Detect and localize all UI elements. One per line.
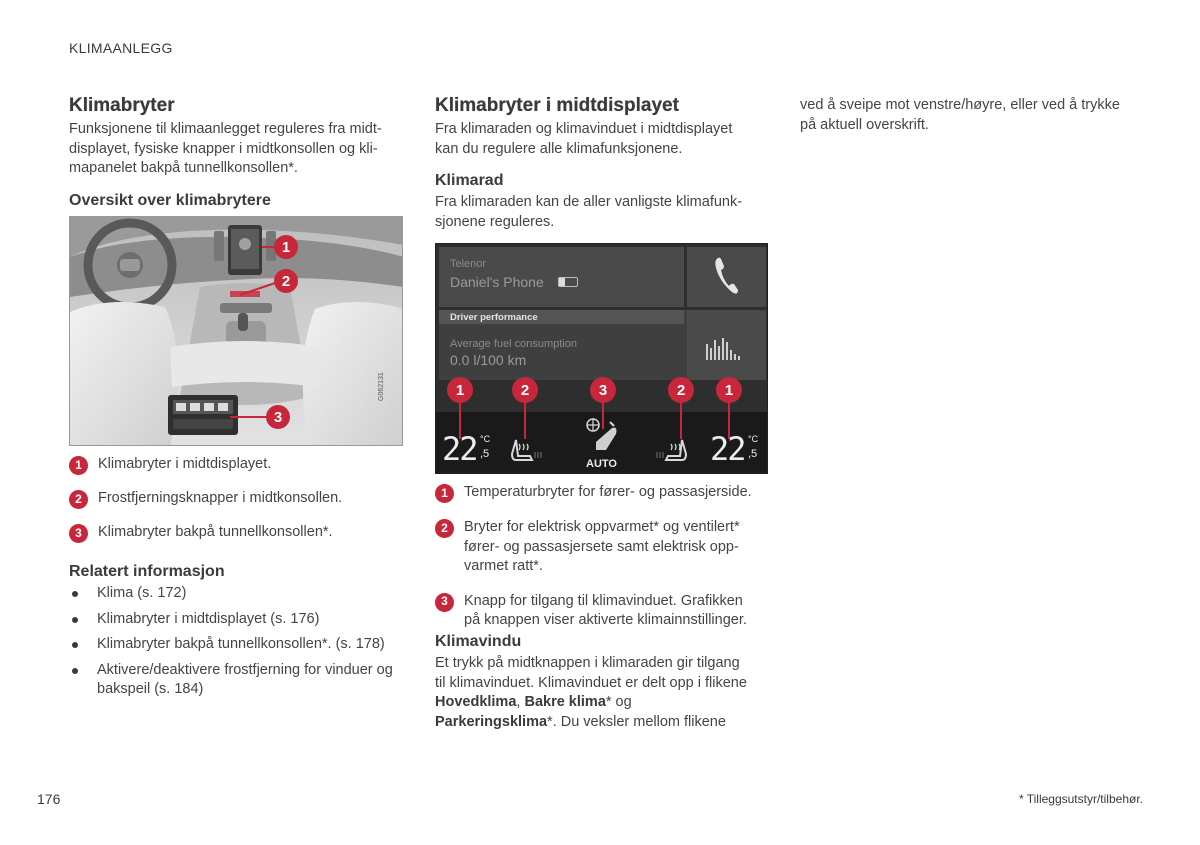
- tab-name: Bakre klima: [524, 694, 606, 710]
- section-title-midtdisplay: Klimabryter i midtdisplayet: [435, 95, 679, 116]
- temp-unit: °C: [748, 434, 759, 444]
- legend-item: [69, 455, 404, 475]
- intro-line: Funksjonene til klimaanlegget reguleres fra midt-: [69, 121, 382, 137]
- temp-decimal: ,5: [480, 448, 490, 460]
- legend-item: [69, 489, 404, 509]
- klimavindu-line: [435, 713, 770, 733]
- legend-list: [69, 455, 404, 543]
- fuel-value: 0.0 l/100 km: [450, 352, 527, 368]
- related-link[interactable]: Klima (s. 172): [69, 584, 404, 604]
- legend-item: [435, 483, 770, 503]
- legend-number: 2: [69, 490, 88, 509]
- battery-icon: [558, 277, 578, 287]
- klimarad-paragraph: [435, 193, 770, 232]
- overview-title: Oversikt over klimabrytere: [69, 192, 271, 209]
- continued-paragraph: [800, 96, 1145, 135]
- separator: ,: [516, 694, 525, 710]
- legend-text: [464, 518, 740, 577]
- legend-item: [435, 518, 770, 577]
- display-marker-1: 1: [447, 377, 473, 403]
- center-display-screenshot: [435, 243, 768, 474]
- related-link[interactable]: Klimabryter bakpå tunnellkonsollen*. (s. 178): [69, 635, 404, 655]
- operator-label: Telenor: [450, 258, 487, 270]
- tab-name: Hovedklima: [435, 694, 517, 710]
- display-marker-2: 2: [668, 377, 694, 403]
- klimarad-line: sjonene reguleres.: [435, 213, 555, 230]
- legend-number: 2: [435, 519, 454, 538]
- display-marker-3: 3: [590, 377, 616, 403]
- legend-line: Bryter for elektrisk oppvarmet* og ventilert*: [464, 519, 740, 535]
- legend-text: [464, 483, 752, 503]
- legend-number: 3: [69, 524, 88, 543]
- phone-name: Daniel's Phone: [450, 274, 544, 290]
- bar-graph-icon: [704, 332, 744, 362]
- related-title: Relatert informasjon: [69, 563, 225, 580]
- climate-window-icon[interactable]: [584, 416, 624, 456]
- temp-decimal: ,5: [748, 448, 758, 460]
- related-link[interactable]: Aktivere/deaktivere frostfjerning for vinduer og bakspeil (s. 184): [69, 661, 404, 700]
- marker-line: [524, 399, 526, 439]
- paragraph-line: på aktuell overskrift.: [800, 116, 929, 133]
- klimavindu-line: [435, 693, 770, 713]
- legend-number: 1: [435, 484, 454, 503]
- related-list: [69, 584, 404, 700]
- legend-line: Knapp for tilgang til klimavinduet. Grafikken: [464, 592, 743, 609]
- seat-heat-right-icon[interactable]: [656, 438, 690, 464]
- legend-line: Temperaturbryter for fører- og passasjerside.: [464, 484, 752, 500]
- car-interior-illustration: [69, 216, 403, 446]
- marker-line: [680, 399, 682, 439]
- klimavindu-title: Klimavindu: [435, 633, 522, 650]
- intro-line: Fra klimaraden og klimavinduet i midtdisplayet: [435, 121, 733, 137]
- text-fragment: *. Du veksler mellom flikene: [547, 713, 726, 730]
- klimavindu-paragraph: [435, 654, 770, 732]
- display-marker-2: 2: [512, 377, 538, 403]
- legend-text: Frostfjerningsknapper i midtkonsollen.: [98, 490, 343, 506]
- intro-paragraph: [69, 120, 404, 179]
- phone-icon: [712, 256, 740, 296]
- legend-number: 3: [435, 593, 454, 612]
- legend-number: 1: [69, 456, 88, 475]
- paragraph-line: ved å sveipe mot venstre/høyre, eller ved å trykke: [800, 97, 1120, 113]
- klimarad-title: Klimarad: [435, 172, 504, 189]
- temp-unit: °C: [480, 434, 491, 444]
- legend-line: varmet ratt*.: [464, 558, 543, 574]
- tab-name: Parkeringsklima: [435, 713, 548, 730]
- auto-label: AUTO: [586, 458, 617, 470]
- legend-line: fører- og passasjersete samt elektrisk opp-: [464, 538, 739, 555]
- intro-line: kan du regulere alle klimafunksjonene.: [435, 140, 683, 157]
- intro-line: mapanelet bakpå tunnellkonsollen*.: [69, 160, 298, 176]
- section-title-klimabryter: Klimabryter: [69, 95, 175, 116]
- legend-text: Klimabryter bakpå tunnellkonsollen*.: [98, 524, 333, 540]
- display-marker-1: 1: [716, 377, 742, 403]
- intro-line: displayet, fysiske knapper i midtkonsollen og kli-: [69, 140, 378, 157]
- fuel-label: Average fuel consumption: [450, 338, 577, 350]
- legend-text: Klimabryter i midtdisplayet.: [98, 456, 272, 472]
- footnote: * Tilleggsutstyr/tilbehør.: [1018, 792, 1143, 806]
- seat-heat-left-icon[interactable]: [508, 438, 542, 464]
- car-interior-drawing: [70, 217, 403, 446]
- driver-temperature[interactable]: 22: [442, 430, 477, 468]
- passenger-temperature[interactable]: 22: [710, 430, 745, 468]
- klimavindu-line: til klimavinduet. Klimavinduet er delt opp i flikene: [435, 674, 747, 691]
- legend-line: på knappen viser aktiverte klimainnstillinger.: [464, 612, 747, 628]
- klimarad-line: Fra klimaraden kan de aller vanligste klimafunk-: [435, 194, 743, 210]
- section-header: KLIMAANLEGG: [69, 40, 173, 56]
- legend-item: [435, 592, 770, 631]
- marker-3: 3: [266, 405, 290, 429]
- text-fragment: * og: [605, 694, 632, 710]
- legend-text: [464, 592, 747, 631]
- image-code: G062131: [378, 372, 385, 401]
- marker-2: 2: [274, 269, 298, 293]
- legend-item: [69, 523, 404, 543]
- marker-1: 1: [274, 235, 298, 259]
- midtdisplay-intro: [435, 120, 770, 159]
- klimavindu-line: Et trykk på midtknappen i klimaraden gir tilgang: [435, 655, 740, 671]
- display-legend-list: [435, 483, 770, 631]
- page-number: 176: [37, 791, 61, 807]
- performance-head: Driver performance: [450, 312, 538, 323]
- related-link[interactable]: Klimabryter i midtdisplayet (s. 176): [69, 610, 404, 630]
